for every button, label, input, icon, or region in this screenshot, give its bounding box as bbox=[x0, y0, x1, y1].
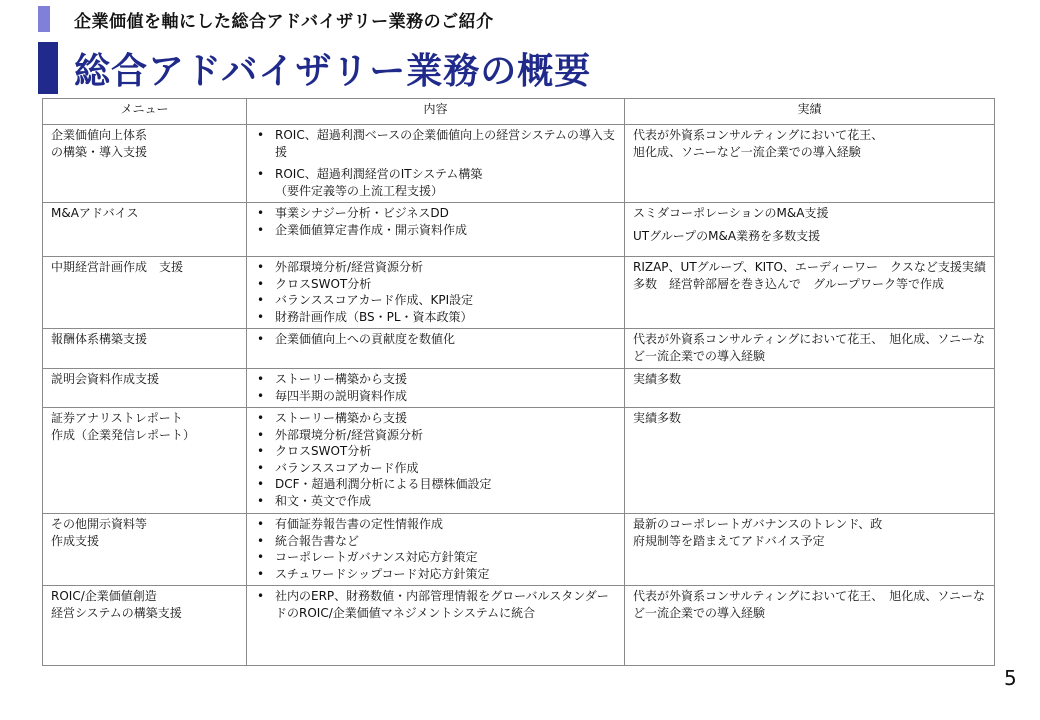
cell-menu bbox=[43, 329, 247, 369]
table-row bbox=[43, 514, 995, 586]
content-list bbox=[255, 516, 616, 582]
content-list bbox=[255, 259, 616, 325]
menu-label: 企業価値向上体系 の構築・導入支援 bbox=[51, 128, 148, 159]
table-row bbox=[43, 408, 995, 514]
content-list bbox=[255, 331, 616, 348]
list-item: • 毎四半期の説明資料作成 bbox=[255, 388, 616, 405]
cell-menu bbox=[43, 369, 247, 408]
list-item: • ROIC、超過利潤ベースの企業価値向上の経営システムの導入支援 bbox=[255, 127, 616, 160]
list-item: • 事業シナジー分析・ビジネスDD bbox=[255, 205, 616, 222]
menu-label: M&Aアドバイス bbox=[51, 206, 139, 220]
advisory-table bbox=[42, 98, 995, 666]
menu-label: その他開示資料等 作成支援 bbox=[51, 517, 148, 548]
table-row bbox=[43, 257, 995, 329]
content-list bbox=[255, 410, 616, 509]
table-row bbox=[43, 329, 995, 369]
result-text: 代表が外資系コンサルティングにおいて花王、 旭化成、ソニーなど一流企業での導入経験 bbox=[633, 128, 884, 159]
cell-menu bbox=[43, 408, 247, 514]
content-list bbox=[255, 371, 616, 404]
list-item: • ROIC、超過利潤経営のITシステム構築 （要件定義等の上流工程支援） bbox=[255, 166, 616, 199]
list-item: • 和文・英文で作成 bbox=[255, 493, 616, 510]
list-item: • バランススコアカード作成、KPI設定 bbox=[255, 292, 616, 309]
list-item: • 有価証券報告書の定性情報作成 bbox=[255, 516, 616, 533]
cell-content bbox=[247, 369, 625, 408]
table-header-row bbox=[43, 99, 995, 125]
list-item: • DCF・超過利潤分析による目標株価設定 bbox=[255, 476, 616, 493]
column-header-content: 内容 bbox=[247, 99, 625, 125]
subtitle-text: 企業価値を軸にした総合アドバイザリー業務のご紹介 bbox=[74, 11, 494, 32]
title-text: 総合アドバイザリー業務の概要 bbox=[74, 50, 592, 92]
menu-label: 説明会資料作成支援 bbox=[51, 372, 160, 386]
list-item: • 企業価値向上への貢献度を数値化 bbox=[255, 331, 616, 348]
list-item: • バランススコアカード作成 bbox=[255, 460, 616, 477]
cell-result bbox=[625, 408, 995, 514]
result-text: 代表が外資系コンサルティングにおいて花王、 旭化成、ソニーなど一流企業での導入経験 bbox=[633, 332, 985, 363]
table-body bbox=[43, 125, 995, 666]
cell-result bbox=[625, 369, 995, 408]
content-list bbox=[255, 127, 616, 199]
cell-content bbox=[247, 514, 625, 586]
list-item: • 企業価値算定書作成・開示資料作成 bbox=[255, 222, 616, 239]
table-row bbox=[43, 125, 995, 203]
list-item: • 財務計画作成（BS・PL・資本政策） bbox=[255, 309, 616, 326]
list-item: • ストーリー構築から支援 bbox=[255, 371, 616, 388]
menu-label: ROIC/企業価値創造 経営システムの構築支援 bbox=[51, 589, 182, 620]
result-text: 最新のコーポレートガバナンスのトレンド、政 府規制等を踏まえてアドバイス予定 bbox=[633, 517, 883, 548]
cell-content bbox=[247, 329, 625, 369]
cell-content bbox=[247, 257, 625, 329]
cell-result bbox=[625, 203, 995, 257]
result-text: 代表が外資系コンサルティングにおいて花王、 旭化成、ソニーなど一流企業での導入経験 bbox=[633, 589, 985, 620]
cell-content bbox=[247, 408, 625, 514]
result-text: 実績多数 bbox=[633, 372, 682, 386]
list-item: • ストーリー構築から支援 bbox=[255, 410, 616, 427]
list-item: • 社内のERP、財務数値・内部管理情報をグローバルスタンダードのROIC/企業価値マネジメントシステムに統合 bbox=[255, 588, 616, 621]
cell-menu bbox=[43, 586, 247, 666]
cell-menu bbox=[43, 257, 247, 329]
content-list bbox=[255, 588, 616, 621]
list-item: • 統合報告書など bbox=[255, 533, 616, 550]
menu-label: 中期経営計画作成 支援 bbox=[51, 260, 184, 274]
result-text: RIZAP、UTグループ、KITO、エーディーワー クスなど支援実績多数 経営幹部層を巻き込んで グループワーク等で作成 bbox=[633, 260, 986, 291]
table-row bbox=[43, 586, 995, 666]
table-row bbox=[43, 203, 995, 257]
cell-result bbox=[625, 125, 995, 203]
list-item: • クロスSWOT分析 bbox=[255, 443, 616, 460]
list-item: • 外部環境分析/経営資源分析 bbox=[255, 259, 616, 276]
page-title bbox=[38, 42, 591, 94]
menu-label: 報酬体系構築支援 bbox=[51, 332, 148, 346]
cell-content bbox=[247, 125, 625, 203]
page-number: 5 bbox=[1004, 666, 1017, 690]
table-row bbox=[43, 369, 995, 408]
cell-menu bbox=[43, 125, 247, 203]
column-header-menu: メニュー bbox=[43, 99, 247, 125]
result-text: 実績多数 bbox=[633, 411, 682, 425]
column-header-result: 実績 bbox=[625, 99, 995, 125]
cell-result bbox=[625, 329, 995, 369]
list-item: • コーポレートガバナンス対応方針策定 bbox=[255, 549, 616, 566]
cell-result bbox=[625, 514, 995, 586]
list-item: • スチュワードシップコード対応方針策定 bbox=[255, 566, 616, 583]
result-text: UTグループのM&A業務を多数支援 bbox=[633, 228, 821, 243]
cell-content bbox=[247, 203, 625, 257]
result-text: スミダコーポレーションのM&A支援 bbox=[633, 206, 829, 220]
cell-menu bbox=[43, 514, 247, 586]
cell-result bbox=[625, 257, 995, 329]
content-list bbox=[255, 205, 616, 238]
menu-label: 証券アナリストレポート 作成（企業発信レポート） bbox=[51, 411, 196, 442]
list-item: • クロスSWOT分析 bbox=[255, 276, 616, 293]
list-item: • 外部環境分析/経営資源分析 bbox=[255, 427, 616, 444]
cell-result bbox=[625, 586, 995, 666]
section-subtitle bbox=[38, 6, 494, 32]
title-accent-bar bbox=[38, 42, 58, 94]
cell-menu bbox=[43, 203, 247, 257]
subtitle-accent-bar bbox=[38, 6, 50, 32]
cell-content bbox=[247, 586, 625, 666]
